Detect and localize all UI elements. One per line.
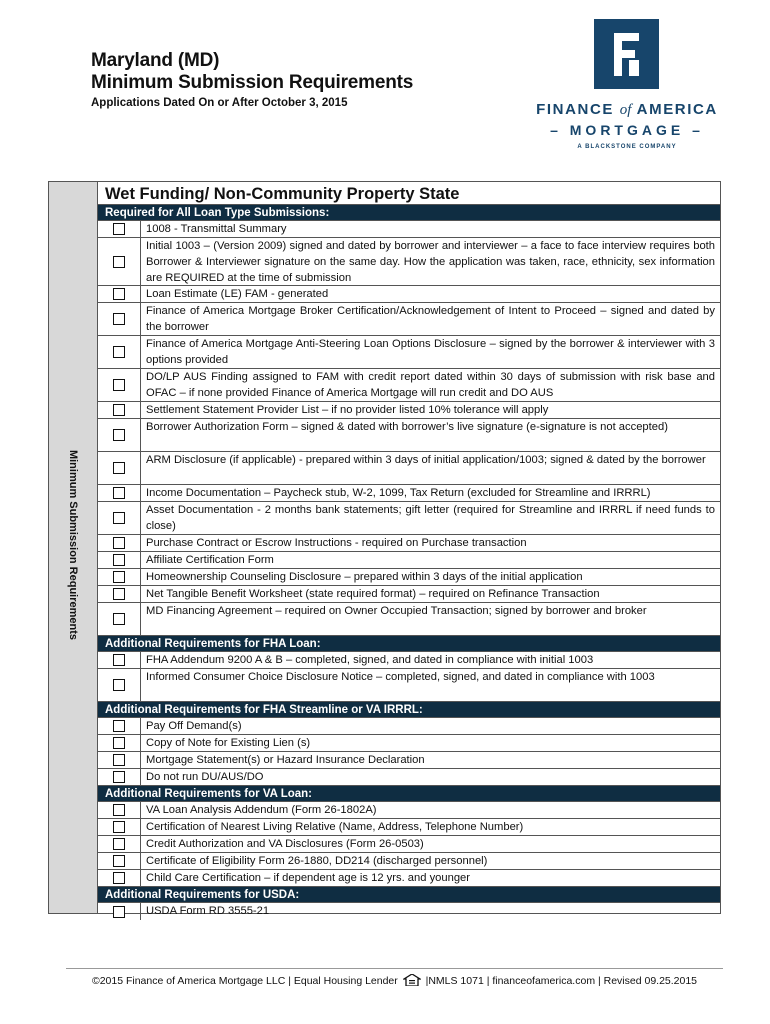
checkbox[interactable] [113, 571, 125, 583]
checkbox[interactable] [113, 679, 125, 691]
checkbox[interactable] [113, 537, 125, 549]
checkbox-cell [98, 552, 141, 568]
requirement-text: Child Care Certification – if dependent age is 12 yrs. and younger [146, 872, 471, 884]
section-header: Additional Requirements for FHA Loan: [98, 636, 720, 652]
checkbox[interactable] [113, 462, 125, 474]
logo-mortgage: – MORTGAGE – [550, 122, 704, 138]
checkbox-cell [98, 303, 141, 335]
side-label: Minimum Submission Requirements [67, 449, 79, 641]
checkbox-cell [98, 419, 141, 451]
requirement-text: Income Documentation – Paycheck stub, W-2, 1099, Tax Return (excluded for Streamline and IRRRL) [146, 487, 651, 499]
section-header: Additional Requirements for FHA Streamline or VA IRRRL: [98, 702, 720, 718]
requirement-text: Mortgage Statement(s) or Hazard Insurance Declaration [146, 754, 425, 766]
checkbox[interactable] [113, 512, 125, 524]
requirements-table [98, 182, 720, 920]
requirement-text: Purchase Contract or Escrow Instructions - required on Purchase transaction [146, 537, 527, 549]
requirement-row [98, 802, 720, 819]
requirement-row [98, 221, 720, 238]
checkbox[interactable] [113, 223, 125, 235]
page-title [91, 50, 413, 94]
requirement-text: USDA Form RD 3555-21 [146, 905, 270, 917]
logo-brand-name [529, 101, 725, 119]
checkbox[interactable] [113, 804, 125, 816]
requirement-text: 1008 - Transmittal Summary [146, 223, 287, 235]
checkbox[interactable] [113, 720, 125, 732]
requirement-row [98, 853, 720, 870]
requirement-row [98, 603, 720, 636]
checkbox-cell [98, 286, 141, 302]
requirement-row [98, 535, 720, 552]
requirement-text: Copy of Note for Existing Lien (s) [146, 737, 311, 749]
requirement-row [98, 819, 720, 836]
checkbox[interactable] [113, 404, 125, 416]
checkbox[interactable] [113, 554, 125, 566]
checkbox[interactable] [113, 487, 125, 499]
requirement-text: Do not run DU/AUS/DO [146, 771, 264, 783]
logo-brand-post: AMERICA [636, 101, 718, 118]
requirements-form [48, 181, 721, 917]
footer-right: |NMLS 1071 | financeofamerica.com | Revised 09.25.2015 [425, 975, 698, 987]
checkbox[interactable] [113, 855, 125, 867]
checkbox[interactable] [113, 346, 125, 358]
checkbox-cell [98, 402, 141, 418]
checkbox-cell [98, 452, 141, 484]
logo-tagline: A BLACKSTONE COMPANY [577, 144, 677, 150]
checkbox-cell [98, 819, 141, 835]
requirement-text: Loan Estimate (LE) FAM - generated [146, 288, 329, 300]
equal-housing-icon [403, 974, 421, 986]
requirement-text: DO/LP AUS Finding assigned to FAM with credit report dated within 30 days of submission with risk base and OFAC – if none provided Finance of America Mortgage will run credit and DO AUS [146, 371, 715, 399]
section-header: Additional Requirements for USDA: [98, 887, 720, 903]
checkbox-cell [98, 369, 141, 401]
checkbox-cell [98, 336, 141, 368]
requirement-text: Asset Documentation - 2 months bank statements; gift letter (required for Streamline and IRRRL if need funds to close) [146, 504, 715, 532]
requirement-row [98, 669, 720, 702]
footer [66, 974, 723, 987]
checkbox-cell [98, 718, 141, 734]
requirement-row [98, 836, 720, 853]
requirement-text: Settlement Statement Provider List – if no provider listed 10% tolerance will apply [146, 404, 549, 416]
checkbox-cell [98, 586, 141, 602]
checkbox-cell [98, 752, 141, 768]
checkbox-cell [98, 485, 141, 501]
requirement-row [98, 586, 720, 603]
checkbox[interactable] [113, 288, 125, 300]
checkbox-cell [98, 836, 141, 852]
requirement-row [98, 752, 720, 769]
requirement-text: VA Loan Analysis Addendum (Form 26-1802A) [146, 804, 377, 816]
checkbox[interactable] [113, 771, 125, 783]
requirement-row [98, 903, 720, 920]
footer-left: ©2015 Finance of America Mortgage LLC | Equal Housing Lender [91, 975, 398, 987]
requirement-row [98, 735, 720, 752]
requirement-row [98, 286, 720, 303]
checkbox-cell [98, 238, 141, 285]
requirement-text: Finance of America Mortgage Anti-Steering Loan Options Disclosure – signed by the borrower & interviewer with 3 options provided [146, 338, 715, 366]
requirement-text: MD Financing Agreement – required on Owner Occupied Transaction; signed by borrower and broker [146, 605, 647, 617]
requirement-row [98, 569, 720, 586]
checkbox[interactable] [113, 379, 125, 391]
checkbox[interactable] [113, 838, 125, 850]
requirement-row [98, 502, 720, 535]
checkbox-cell [98, 769, 141, 785]
requirement-text: Net Tangible Benefit Worksheet (state required format) – required on Refinance Transaction [146, 588, 600, 600]
form-heading: Wet Funding/ Non-Community Property State [98, 182, 720, 205]
checkbox[interactable] [113, 588, 125, 600]
requirement-text: Affiliate Certification Form [146, 554, 274, 566]
checkbox-cell [98, 802, 141, 818]
requirement-text: Certificate of Eligibility Form 26-1880, DD214 (discharged personnel) [146, 855, 488, 867]
company-logo-icon [594, 19, 659, 89]
checkbox[interactable] [113, 737, 125, 749]
requirement-text: Pay Off Demand(s) [146, 720, 242, 732]
requirement-text: Borrower Authorization Form – signed & dated with borrower’s live signature (e-signature is not accepted) [146, 421, 668, 433]
requirement-row [98, 238, 720, 286]
section-header: Required for All Loan Type Submissions: [98, 205, 720, 221]
requirement-text: Credit Authorization and VA Disclosures (Form 26-0503) [146, 838, 424, 850]
checkbox[interactable] [113, 429, 125, 441]
checkbox-cell [98, 669, 141, 701]
requirement-text: Homeownership Counseling Disclosure – prepared within 3 days of the initial application [146, 571, 583, 583]
checkbox-cell [98, 652, 141, 668]
requirement-text: Finance of America Mortgage Broker Certification/Acknowledgement of Intent to Proceed – signed and dated by the borrower [146, 305, 715, 333]
footer-divider [66, 968, 723, 969]
section-header: Additional Requirements for VA Loan: [98, 786, 720, 802]
requirement-row [98, 718, 720, 735]
checkbox[interactable] [113, 906, 125, 918]
checkbox-cell [98, 903, 141, 920]
page-subtitle: Applications Dated On or After October 3, 2015 [91, 97, 348, 109]
logo-brand-pre: FINANCE [536, 101, 614, 118]
requirement-row [98, 485, 720, 502]
requirement-text: Certification of Nearest Living Relative (Name, Address, Telephone Number) [146, 821, 524, 833]
title-state: Maryland (MD) [91, 50, 220, 71]
requirement-text: FHA Addendum 9200 A & B – completed, signed, and dated in compliance with initial 1003 [146, 654, 594, 666]
requirement-row [98, 369, 720, 402]
requirement-row [98, 336, 720, 369]
checkbox[interactable] [113, 256, 125, 268]
checkbox[interactable] [113, 654, 125, 666]
checkbox[interactable] [113, 313, 125, 325]
checkbox[interactable] [113, 613, 125, 625]
requirement-text: Informed Consumer Choice Disclosure Notice – completed, signed, and dated in compliance with 1003 [146, 671, 655, 683]
requirement-row [98, 419, 720, 452]
logo-brand-of: of [619, 102, 632, 118]
side-panel [49, 182, 98, 913]
requirement-row [98, 452, 720, 485]
requirement-row [98, 402, 720, 419]
requirement-text: ARM Disclosure (if applicable) - prepared within 3 days of initial application/1003; signed & dated by the borrower [146, 454, 706, 466]
checkbox-cell [98, 569, 141, 585]
requirement-text: Initial 1003 – (Version 2009) signed and dated by borrower and interviewer – a face to face interview requires both Borrower & Interviewer signature on the same day. How the application was taken, race, ethnicity, sex information are REQUIRED at the time of submission [146, 240, 715, 284]
requirement-row [98, 870, 720, 887]
requirement-row [98, 303, 720, 336]
checkbox-cell [98, 735, 141, 751]
title-main: Minimum Submission Requirements [91, 72, 414, 93]
checkbox-cell [98, 853, 141, 869]
checkbox-cell [98, 535, 141, 551]
requirement-row [98, 769, 720, 786]
checkbox-cell [98, 221, 141, 237]
requirement-row [98, 652, 720, 669]
checkbox[interactable] [113, 754, 125, 766]
checkbox-cell [98, 603, 141, 635]
checkbox-cell [98, 870, 141, 886]
checkbox-cell [98, 502, 141, 534]
checkbox[interactable] [113, 821, 125, 833]
requirement-row [98, 552, 720, 569]
checkbox[interactable] [113, 872, 125, 884]
